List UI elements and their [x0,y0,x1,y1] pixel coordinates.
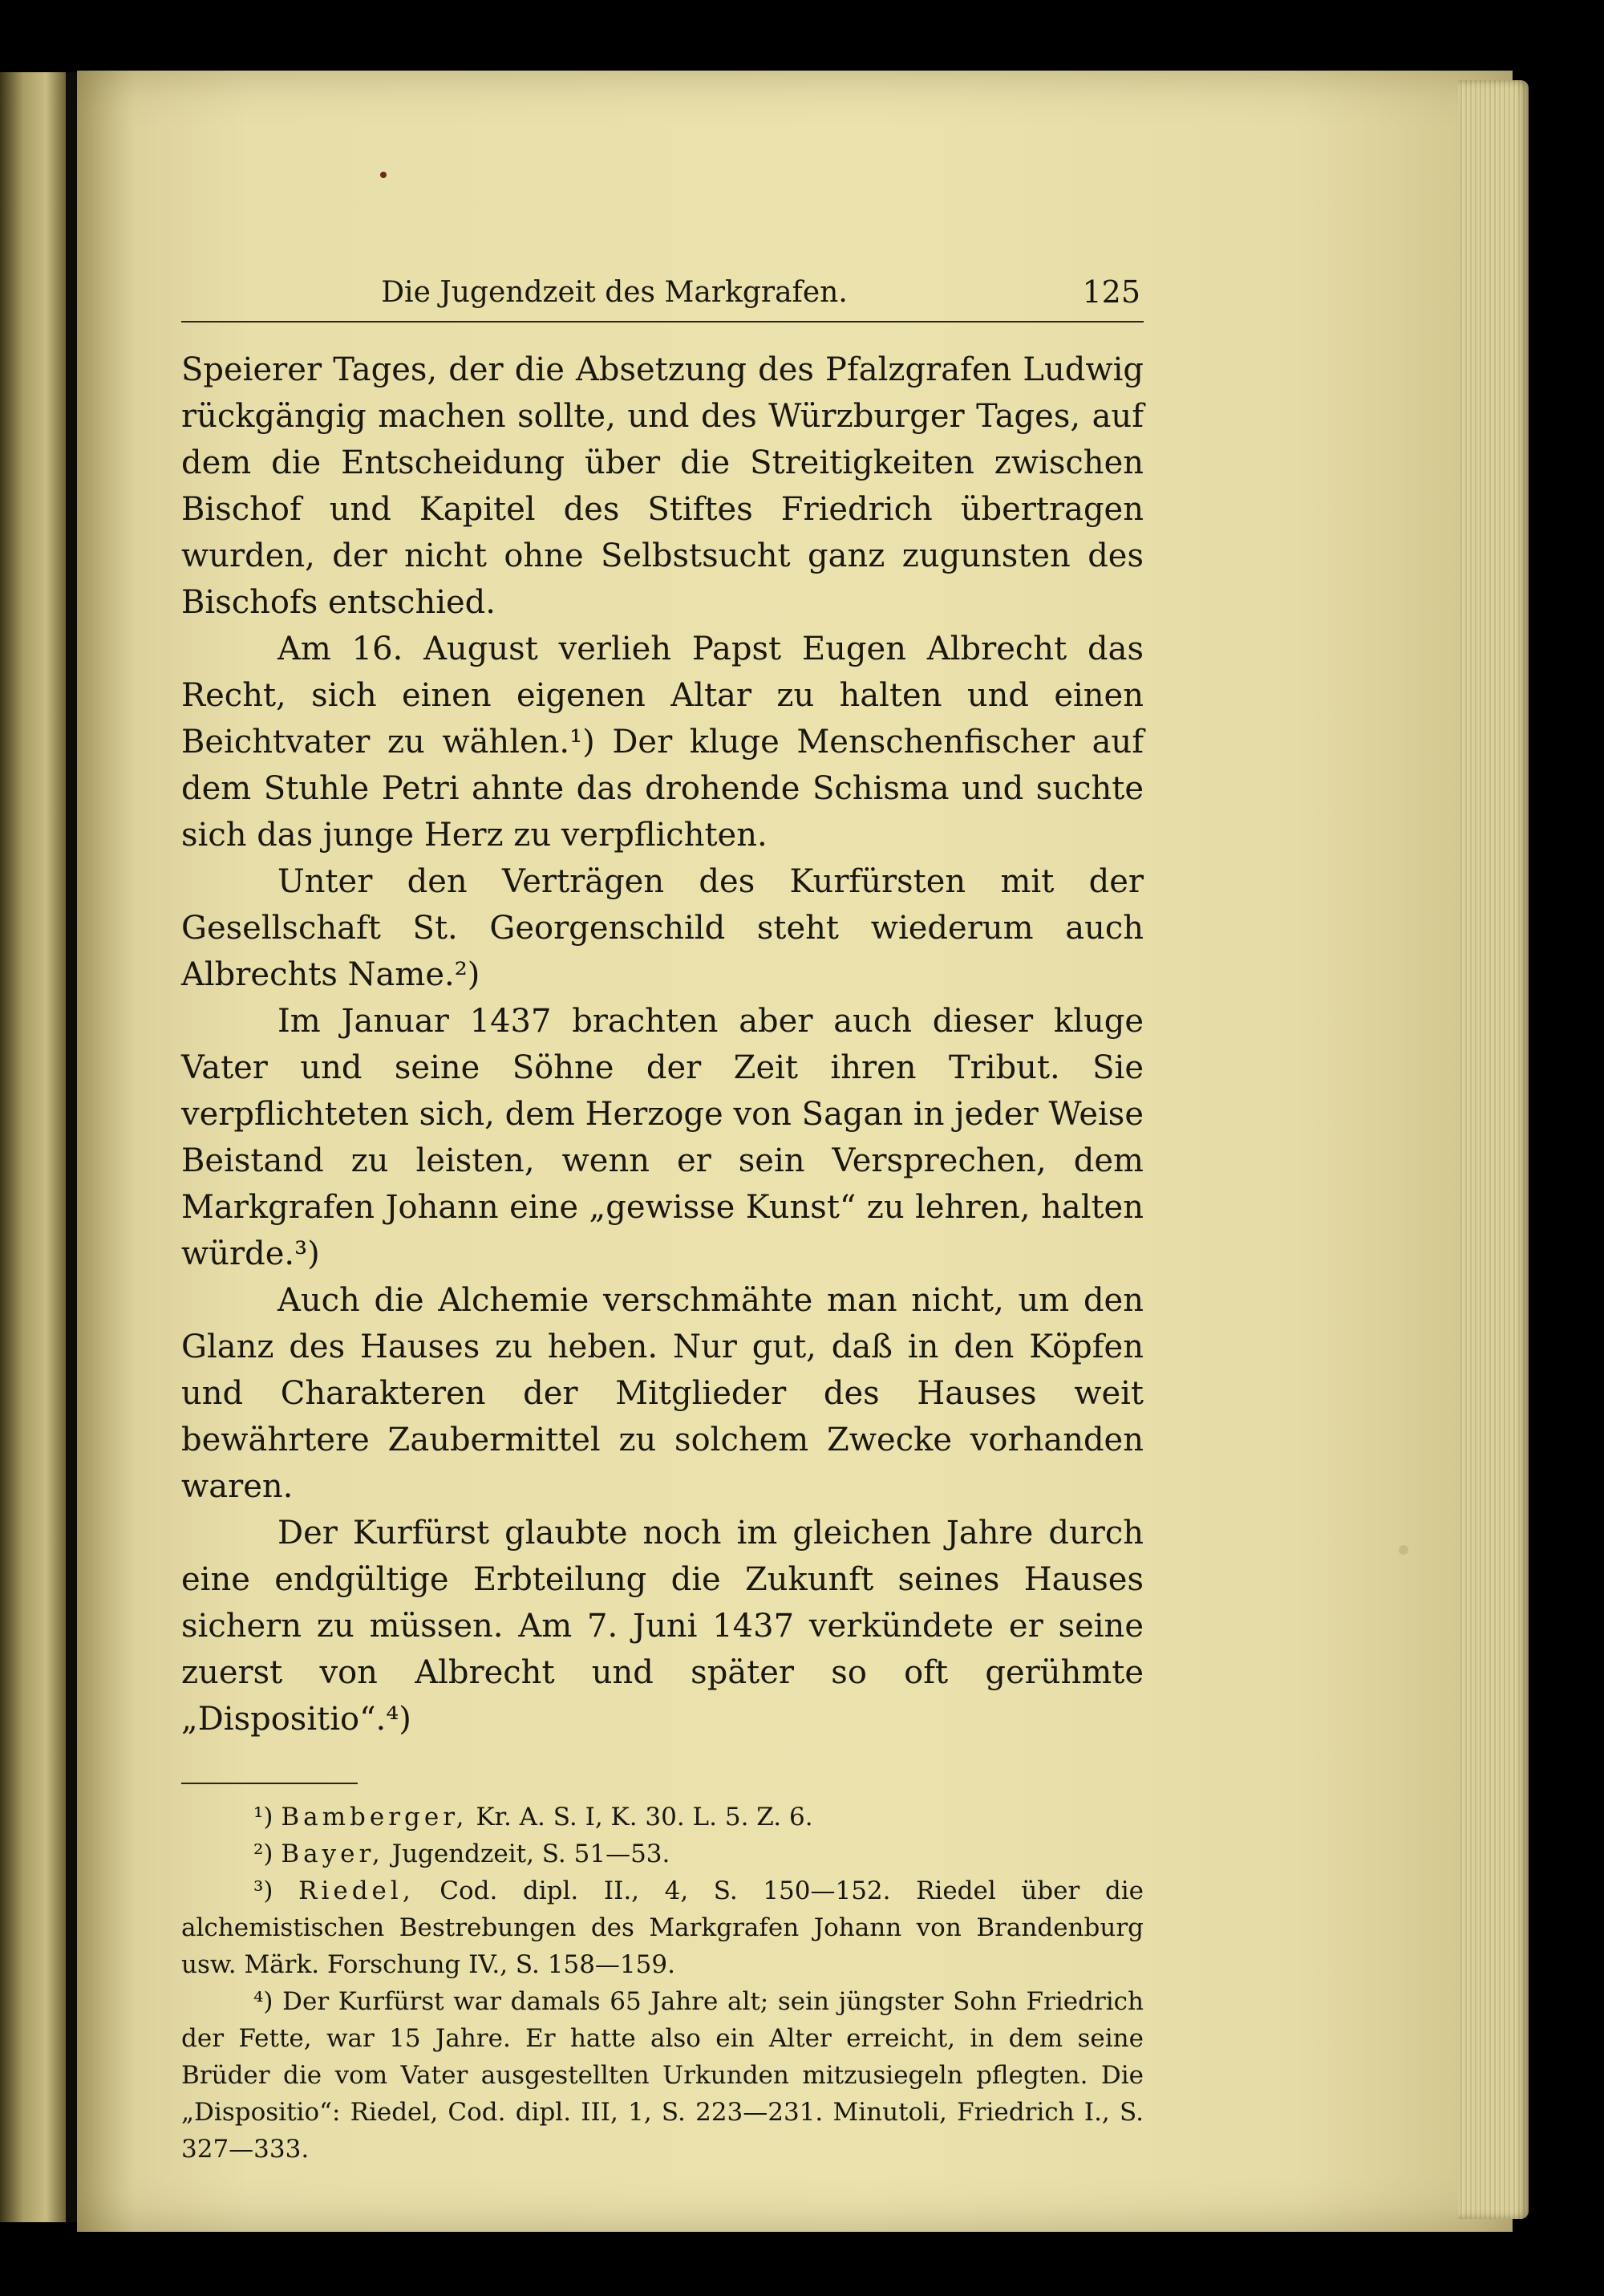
footnote-text: Cod. dipl. II., 4, S. 150—152. Riedel über die alchemistischen Bestrebungen des Markgrafen Johann von Brandenburg usw. Märk. Forschung IV., S. 158—159. [181,1876,1144,1979]
paragraph: Speierer Tages, der die Absetzung des Pfalzgrafen Ludwig rückgängig machen sollte, und des Würzburger Tages, auf dem die Entscheidung über die Streitigkeiten zwischen Bischof und Kapitel des Stiftes Friedrich übertragen wurden, der nicht ohne Selbstsucht ganz zugunsten des Bischofs entschied. [181,351,1144,621]
footnote-author: Bayer, [281,1840,384,1868]
paper-speck [380,172,387,178]
book-gutter [66,72,77,2222]
footnote [181,1872,1144,1983]
page-content [181,271,1144,2168]
footnote [181,1799,1144,1836]
footnote-author: Riedel, [298,1876,415,1905]
running-head: Die Jugendzeit des Markgrafen. [381,276,848,309]
footnotes [181,1799,1144,2168]
paragraph: Unter den Verträgen des Kurfürsten mit der Gesellschaft St. Georgenschild steht wiederum auch Albrechts Name.²) [181,863,1144,993]
footnote-marker: ¹) [253,1803,273,1832]
previous-page-edge [0,72,66,2222]
footnote [181,1836,1144,1872]
footnote-marker: ⁴) [253,1987,273,2016]
paper-speck [1399,1545,1408,1555]
paragraph: Auch die Alchemie verschmähte man nicht, um den Glanz des Hauses zu heben. Nur gut, daß in den Köpfen und Charakteren der Mitglieder des Hauses weit bewährtere Zaubermittel zu solchem Zwecke vorhanden waren. [181,1282,1144,1505]
paragraph: Am 16. August verlieh Papst Eugen Albrecht das Recht, sich einen eigenen Altar zu halten und einen Beichtvater zu wählen.¹) Der kluge Menschenfischer auf dem Stuhle Petri ahnte das drohende Schisma und suchte sich das junge Herz zu verpflichten. [181,631,1144,854]
page-number: 125 [1082,274,1140,310]
footnote-marker: ²) [253,1840,273,1868]
footnote [181,1983,1144,2168]
page-edges-stack [1458,80,1529,2219]
footnote-author: Bamberger, [281,1803,468,1832]
page-header [181,271,1144,322]
footnote-text: Jugendzeit, S. 51—53. [383,1840,670,1868]
paragraph: Im Januar 1437 brachten aber auch dieser kluge Vater und seine Söhne der Zeit ihren Tribut. Sie verpflichteten sich, dem Herzoge von Sagan in jeder Weise Beistand zu leisten, wenn er sein Versprechen, dem Markgrafen Johann eine „gewisse Kunst“ zu lehren, halten würde.³) [181,1003,1144,1272]
footnote-text: Der Kurfürst war damals 65 Jahre alt; sein jüngster Sohn Friedrich der Fette, war 15 Jahre. Er hatte also ein Alter erreicht, in dem seine Brüder die vom Vater ausgestellten Urkunden mitzusiegeln pflegten. Die „Dispositio“: Riedel, Cod. dipl. III, 1, S. 223—231. Minutoli, Friedrich I., S. 327—333. [181,1987,1144,2164]
footnote-text: Kr. A. S. I, K. 30. L. 5. Z. 6. [468,1803,813,1832]
footnote-rule [181,1783,358,1784]
paragraph: Der Kurfürst glaubte noch im gleichen Jahre durch eine endgültige Erbteilung die Zukunft seines Hauses sichern zu müssen. Am 7. Juni 1437 verkündete er seine zuerst von Albrecht und später so oft gerühmte „Dispositio“.⁴) [181,1515,1144,1738]
footnote-marker: ³) [253,1876,273,1905]
body-text [181,347,1144,1742]
